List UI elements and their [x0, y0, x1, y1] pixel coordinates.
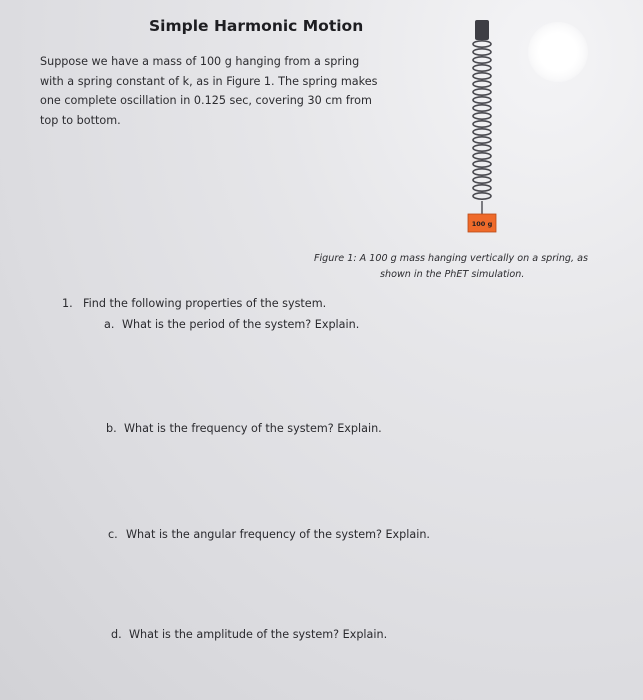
intro-paragraph	[40, 52, 390, 130]
question-part-d	[111, 628, 387, 641]
spring-coil-loop	[473, 105, 491, 111]
part-letter: b.	[106, 422, 117, 435]
spring-coil-loop	[473, 65, 491, 71]
spring-coil-loop	[473, 89, 491, 95]
spring-coil-loop	[473, 169, 491, 175]
spring-mount	[475, 20, 489, 40]
part-letter: c.	[108, 528, 118, 541]
spring-coil-loop	[473, 145, 491, 151]
intro-line: Suppose we have a mass of 100 g hanging from a spring	[40, 55, 360, 68]
spring-coil-loop	[473, 113, 491, 119]
spring-coil-loop	[473, 137, 491, 143]
caption-line: Figure 1: A 100 g mass hanging vertically on a spring, as	[314, 253, 588, 264]
spring-coil-loop	[473, 121, 491, 127]
question-text: Find the following properties of the system.	[83, 297, 327, 310]
spring-coil-loop	[473, 129, 491, 135]
intro-line: one complete oscillation in 0.125 sec, covering 30 cm from	[40, 94, 372, 107]
intro-line: top to bottom.	[40, 113, 121, 127]
spring-coil-loop	[473, 153, 491, 159]
spring-coil-loop	[473, 73, 491, 79]
spring-coil-loop	[473, 41, 491, 47]
figure-caption	[314, 251, 614, 283]
part-letter: a.	[104, 318, 115, 331]
part-text: What is the frequency of the system? Explain.	[124, 422, 382, 435]
question-part-a	[104, 318, 359, 331]
spring-mass-figure	[460, 18, 510, 238]
caption-line: shown in the PhET simulation.	[380, 269, 525, 280]
spring-coil-loop	[473, 177, 491, 183]
page-title: Simple Harmonic Motion	[149, 17, 364, 35]
question-1	[62, 297, 326, 310]
part-text: What is the period of the system? Explain.	[122, 318, 360, 331]
intro-line: with a spring constant of k, as in Figure 1. The spring makes	[40, 74, 378, 88]
spring-coil-loop	[473, 81, 491, 87]
spring-coil-loop	[473, 185, 491, 191]
spring-coil-loop	[473, 57, 491, 63]
question-part-b	[106, 422, 382, 435]
spring-coil-loop	[473, 161, 491, 167]
spring-coil-loop	[473, 49, 491, 55]
spring-coil-loop	[473, 193, 491, 199]
question-part-c	[108, 528, 430, 541]
part-letter: d.	[111, 628, 122, 641]
part-text: What is the amplitude of the system? Explain.	[129, 628, 388, 641]
part-text: What is the angular frequency of the system? Explain.	[126, 528, 430, 541]
spring-coil-loop	[473, 97, 491, 103]
mass-label: 100 g	[471, 220, 493, 228]
spring-coil-icon	[473, 41, 491, 199]
light-glare	[528, 22, 588, 82]
question-number: 1.	[62, 297, 73, 310]
